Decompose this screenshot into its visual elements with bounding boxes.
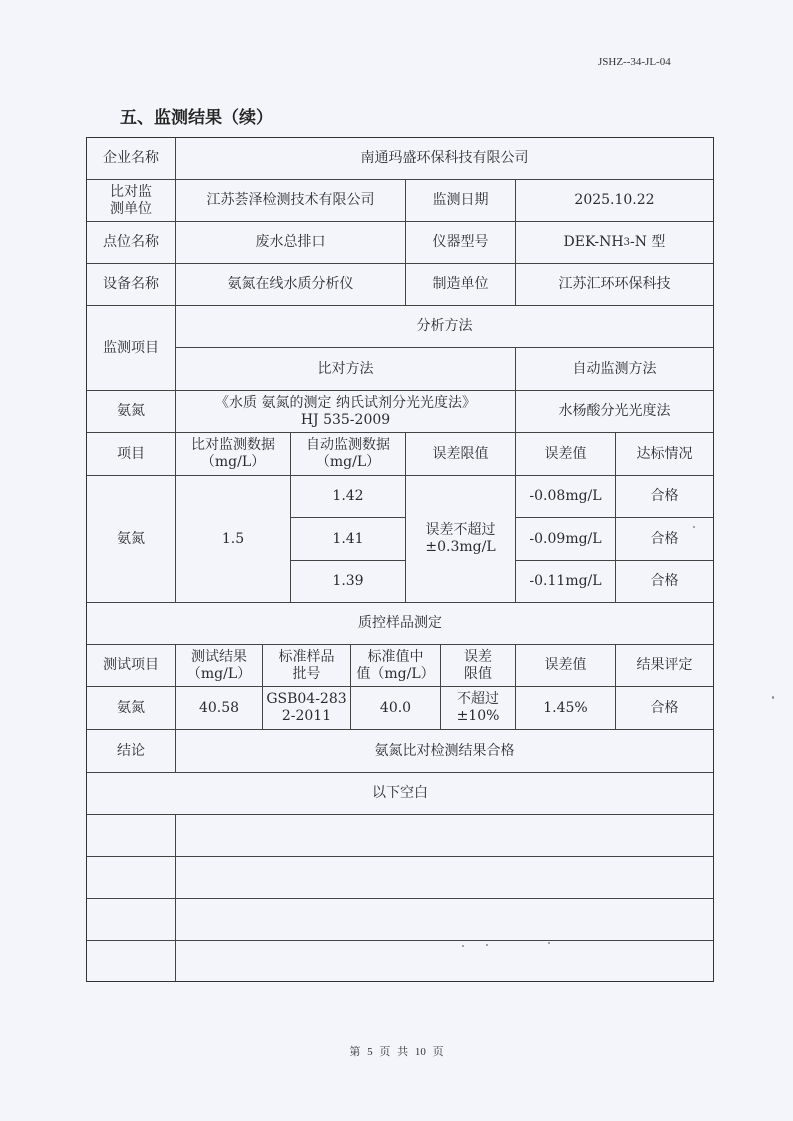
auto-value-2: 1.41 bbox=[291, 518, 406, 561]
footer-total-pages: 10 bbox=[414, 1046, 426, 1058]
model-label: 仪器型号 bbox=[406, 222, 516, 264]
qc-header-eval: 结果评定 bbox=[616, 645, 713, 687]
qc-sample-line1: GSB04-283 bbox=[266, 691, 347, 707]
compare-method-label: 比对方法 bbox=[176, 348, 516, 391]
compare-limit-line1: 误差不超过 bbox=[425, 522, 496, 538]
error-value-1: -0.08mg/L bbox=[516, 476, 616, 518]
qc-sample-line2: 2-2011 bbox=[281, 708, 332, 724]
compare-header-status: 达标情况 bbox=[616, 433, 713, 476]
footer-ye2: 页 bbox=[432, 1046, 444, 1058]
section-title: 五、监测结果（续） bbox=[120, 108, 273, 128]
empty-cell bbox=[176, 941, 713, 981]
compare-header-compare-data bbox=[176, 433, 291, 476]
auto-method-value: 水杨酸分光光度法 bbox=[516, 391, 713, 433]
point-value: 废水总排口 bbox=[176, 222, 406, 264]
compare-param: 氨氮 bbox=[87, 476, 176, 603]
footer-di: 第 bbox=[349, 1046, 361, 1058]
scan-speck bbox=[693, 526, 695, 528]
conclusion-label: 结论 bbox=[87, 730, 176, 773]
qc-std: 40.0 bbox=[351, 687, 441, 730]
auto-value-1: 1.42 bbox=[291, 476, 406, 518]
qc-limit-line1: 不超过 bbox=[456, 691, 499, 707]
error-value-3: -0.11mg/L bbox=[516, 561, 616, 603]
qc-eval: 合格 bbox=[616, 687, 713, 730]
unit-label-line1: 比对监 bbox=[110, 183, 152, 200]
auto-method-label: 自动监测方法 bbox=[516, 348, 713, 391]
qc-item: 氨氮 bbox=[87, 687, 176, 730]
qc-result: 40.58 bbox=[176, 687, 263, 730]
monitoring-item-label: 监测项目 bbox=[87, 306, 176, 391]
empty-cell bbox=[176, 815, 713, 857]
qc-header-sample-line1: 标准样品 bbox=[278, 648, 335, 665]
status-value-2: 合格 bbox=[616, 518, 713, 561]
qc-sample bbox=[263, 687, 351, 730]
compare-header-compare-line2: （mg/L） bbox=[200, 454, 266, 470]
page-footer bbox=[0, 1043, 793, 1059]
error-value-2: -0.09mg/L bbox=[516, 518, 616, 561]
compare-limit-line2: ±0.3mg/L bbox=[425, 539, 496, 555]
model-value bbox=[516, 222, 713, 264]
blank-note: 以下空白 bbox=[87, 773, 713, 815]
empty-cell bbox=[176, 857, 713, 899]
unit-label bbox=[87, 180, 176, 222]
document-code: JSHZ--34-JL-04 bbox=[598, 56, 671, 68]
status-value-3: 合格 bbox=[616, 561, 713, 603]
qc-header-sample bbox=[263, 645, 351, 687]
date-value: 2025.10.22 bbox=[516, 180, 713, 222]
qc-header-limit bbox=[441, 645, 516, 687]
equipment-label: 设备名称 bbox=[87, 264, 176, 306]
footer-page-number: 5 bbox=[367, 1046, 373, 1058]
unit-label-line2: 测单位 bbox=[110, 200, 152, 217]
status-value-1: 合格 bbox=[616, 476, 713, 518]
compare-header-auto-data bbox=[291, 433, 406, 476]
model-value-suffix: -N 型 bbox=[630, 234, 666, 250]
qc-title: 质控样品测定 bbox=[87, 603, 713, 645]
date-label: 监测日期 bbox=[406, 180, 516, 222]
monitoring-results-table bbox=[86, 137, 714, 982]
qc-error: 1.45% bbox=[516, 687, 616, 730]
scan-speck bbox=[462, 945, 464, 947]
method-param: 氨氮 bbox=[87, 391, 176, 433]
empty-cell bbox=[87, 857, 176, 899]
qc-header-result bbox=[176, 645, 263, 687]
qc-header-limit-line2: 限值 bbox=[464, 665, 492, 682]
empty-cell bbox=[87, 941, 176, 981]
qc-header-std bbox=[351, 645, 441, 687]
point-label: 点位名称 bbox=[87, 222, 176, 264]
qc-header-item: 测试项目 bbox=[87, 645, 176, 687]
compare-limit bbox=[406, 476, 516, 603]
empty-cell bbox=[87, 899, 176, 941]
qc-header-sample-line2: 批号 bbox=[292, 665, 321, 682]
scan-speck bbox=[772, 696, 774, 699]
empty-cell bbox=[176, 899, 713, 941]
unit-value: 江苏荟泽检测技术有限公司 bbox=[176, 180, 406, 222]
company-value: 南通玛盛环保科技有限公司 bbox=[176, 138, 713, 180]
analysis-method-label: 分析方法 bbox=[176, 306, 713, 348]
qc-header-error: 误差值 bbox=[516, 645, 616, 687]
maker-value: 江苏汇环环保科技 bbox=[516, 264, 713, 306]
qc-limit-line2: ±10% bbox=[456, 708, 500, 724]
qc-header-limit-line1: 误差 bbox=[464, 648, 492, 665]
compare-value: 1.5 bbox=[176, 476, 291, 603]
equipment-value: 氨氮在线水质分析仪 bbox=[176, 264, 406, 306]
maker-label: 制造单位 bbox=[406, 264, 516, 306]
compare-header-error: 误差值 bbox=[516, 433, 616, 476]
qc-header-result-line2: （mg/L） bbox=[186, 665, 252, 682]
scan-speck bbox=[486, 944, 488, 946]
footer-gong: 共 bbox=[397, 1046, 409, 1058]
compare-method-line2: HJ 535-2009 bbox=[300, 411, 391, 428]
compare-header-compare-line1: 比对监测数据 bbox=[191, 437, 275, 453]
compare-method-value bbox=[176, 391, 516, 433]
model-value-prefix: DEK-NH bbox=[563, 234, 624, 250]
empty-cell bbox=[87, 815, 176, 857]
qc-header-result-line1: 测试结果 bbox=[190, 648, 247, 665]
compare-header-limit: 误差限值 bbox=[406, 433, 516, 476]
conclusion-value: 氨氮比对检测结果合格 bbox=[176, 730, 713, 773]
auto-value-3: 1.39 bbox=[291, 561, 406, 603]
compare-header-item: 项目 bbox=[87, 433, 176, 476]
company-label: 企业名称 bbox=[87, 138, 176, 180]
qc-limit bbox=[441, 687, 516, 730]
compare-method-line1: 《水质 氨氮的测定 纳氏试剂分光光度法》 bbox=[215, 394, 476, 411]
model-value-subscript: 3 bbox=[623, 237, 630, 248]
scan-speck bbox=[548, 942, 550, 944]
qc-header-std-line1: 标准值中 bbox=[367, 648, 424, 665]
qc-header-std-line2: 值（mg/L） bbox=[356, 665, 435, 682]
compare-header-auto-line2: （mg/L） bbox=[315, 454, 381, 470]
compare-header-auto-line1: 自动监测数据 bbox=[306, 437, 390, 453]
footer-ye: 页 bbox=[379, 1046, 391, 1058]
